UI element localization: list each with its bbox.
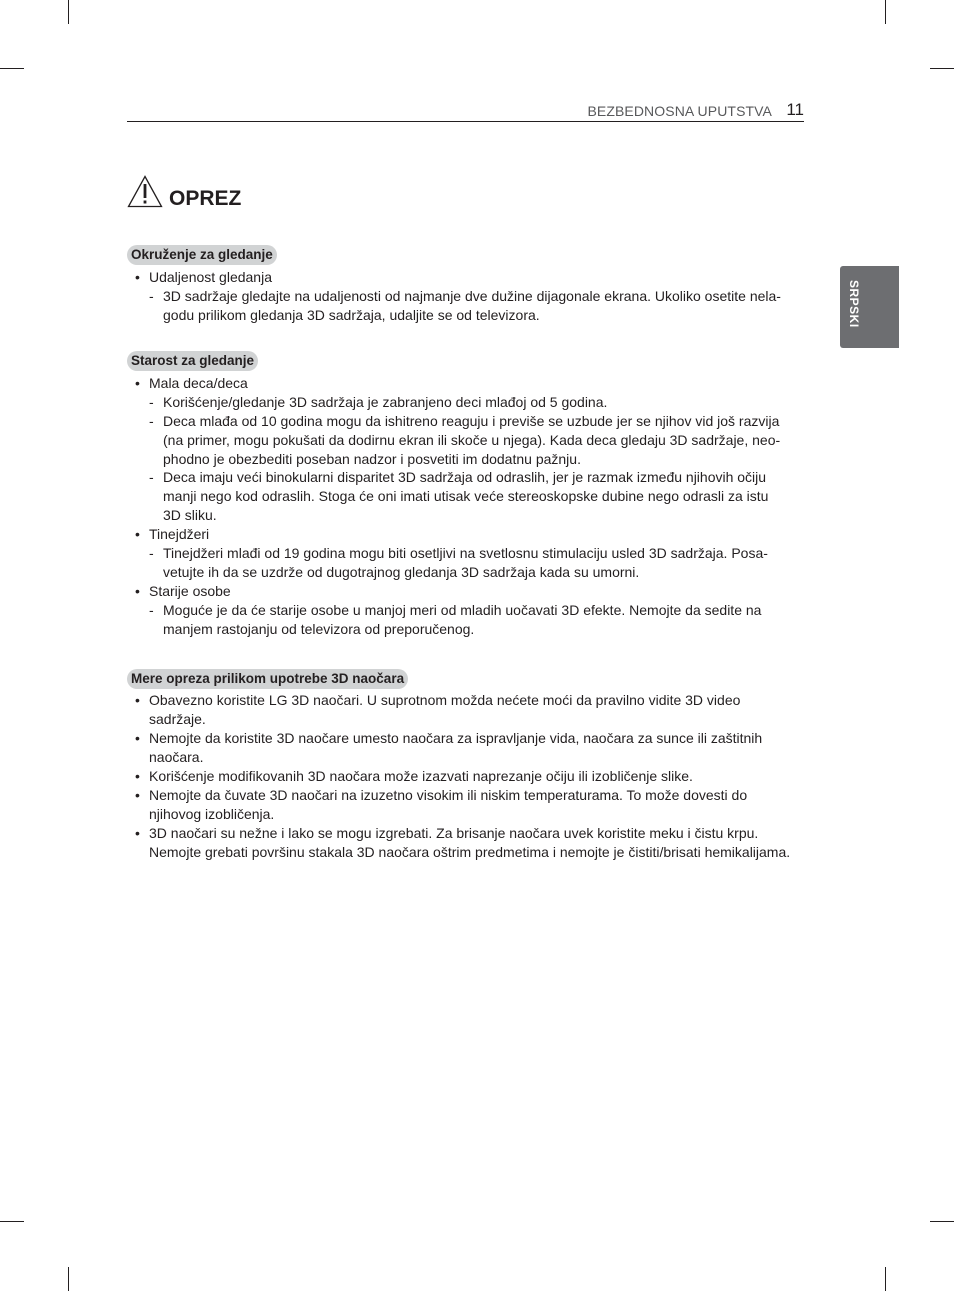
- section-label: Okruženje za gledanje: [127, 245, 277, 265]
- header-rule: [127, 121, 804, 122]
- list-item: Mala deca/deca: [149, 375, 248, 391]
- list-item-line: Nemojte grebati površinu stakala 3D naočara oštrim predmetima i nemojte je čistiti/brisati hemikalijama.: [149, 844, 791, 860]
- crop-mark: [885, 0, 886, 24]
- bullet-marker: •: [135, 825, 140, 841]
- dash-marker: -: [149, 288, 154, 304]
- sub-item-line: (na primer, mogu pokušati da dodirnu ekran ili skoče u njega). Kada deca gledaju 3D sadržaje, neo-: [163, 432, 781, 448]
- bullet-marker: •: [135, 375, 140, 391]
- sub-item-line: Korišćenje/gledanje 3D sadržaja je zabranjeno deci mlađoj od 5 godina.: [163, 394, 608, 410]
- caution-title: OPREZ: [169, 187, 242, 210]
- dash-marker: -: [149, 394, 154, 410]
- crop-mark: [0, 1221, 24, 1222]
- dash-marker: -: [149, 602, 154, 618]
- crop-mark: [930, 1221, 954, 1222]
- sub-item-line: Deca imaju veći binokularni disparitet 3D sadržaja od odraslih, jer je razmak između njihovih očiju: [163, 469, 767, 485]
- list-item: 3D naočari su nežne i lako se mogu izgrebati. Za brisanje naočara uvek koristite meku i čistu krpu.: [149, 825, 759, 841]
- header-section-title: BEZBEDNOSNA UPUTSTVA: [587, 103, 772, 119]
- list-item: Udaljenost gledanja: [149, 269, 272, 285]
- list-item: Starije osobe: [149, 583, 231, 599]
- warning-triangle-icon: [127, 175, 163, 208]
- section-label: Starost za gledanje: [127, 351, 258, 371]
- list-item: Nemojte da čuvate 3D naočari na izuzetno visokim ili niskim temperaturama. To može dovesti do: [149, 787, 748, 803]
- sub-item-line: manjem rastojanju od televizora od preporučenog.: [163, 621, 475, 637]
- sub-item-line: godu prilikom gledanja 3D sadržaja, udaljite se od televizora.: [163, 307, 540, 323]
- dash-marker: -: [149, 469, 154, 485]
- sub-item-line: Deca mlađa od 10 godina mogu da ishitreno reaguju i previše se uzbude jer se njihov vid još razvija: [163, 413, 780, 429]
- list-item-line: sadržaje.: [149, 711, 206, 727]
- bullet-marker: •: [135, 787, 140, 803]
- crop-mark: [0, 68, 24, 69]
- list-item: Tinejdžeri: [149, 526, 210, 542]
- sub-item-line: 3D sliku.: [163, 507, 217, 523]
- dash-marker: -: [149, 545, 154, 561]
- bullet-marker: •: [135, 768, 140, 784]
- section-label: Mere opreza prilikom upotrebe 3D naočara: [127, 669, 408, 689]
- crop-mark: [68, 1267, 69, 1291]
- page-number: 11: [786, 100, 804, 119]
- crop-mark: [930, 68, 954, 69]
- list-item: Obavezno koristite LG 3D naočari. U suprotnom možda nećete moći da pravilno vidite 3D video: [149, 692, 741, 708]
- bullet-marker: •: [135, 526, 140, 542]
- list-item-line: naočara.: [149, 749, 204, 765]
- language-side-tab-label: SRPSKI: [847, 280, 861, 328]
- sub-item-line: phodno je obezbediti poseban nadzor i posvetiti im dodatnu pažnju.: [163, 451, 581, 467]
- bullet-marker: •: [135, 692, 140, 708]
- crop-mark: [68, 0, 69, 24]
- sub-item-line: Tinejdžeri mlađi od 19 godina mogu biti osetljivi na svetlosnu stimulaciju usled 3D sadržaja. Posa-: [163, 545, 768, 561]
- bullet-marker: •: [135, 583, 140, 599]
- list-item-line: njihovog izobličenja.: [149, 806, 275, 822]
- dash-marker: -: [149, 413, 154, 429]
- language-side-tab: [840, 266, 899, 348]
- list-item: Nemojte da koristite 3D naočare umesto naočara za ispravljanje vida, naočara za sunce ili zaštitnih: [149, 730, 763, 746]
- bullet-marker: •: [135, 730, 140, 746]
- sub-item-line: 3D sadržaje gledajte na udaljenosti od najmanje dve dužine dijagonale ekrana. Ukoliko osetite nela-: [163, 288, 781, 304]
- bullet-marker: •: [135, 269, 140, 285]
- crop-mark: [885, 1267, 886, 1291]
- sub-item-line: manji nego kod odraslih. Stoga će oni imati utisak veće stereoskopske dubine nego odrasli za istu: [163, 488, 769, 504]
- sub-item-line: vetujte ih da se uzdrže od dugotrajnog gledanja 3D sadržaja kada su umorni.: [163, 564, 640, 580]
- sub-item-line: Moguće je da će starije osobe u manjoj meri od mladih uočavati 3D efekte. Nemojte da sedite na: [163, 602, 762, 618]
- list-item: Korišćenje modifikovanih 3D naočara može izazvati naprezanje očiju ili izobličenje slike.: [149, 768, 693, 784]
